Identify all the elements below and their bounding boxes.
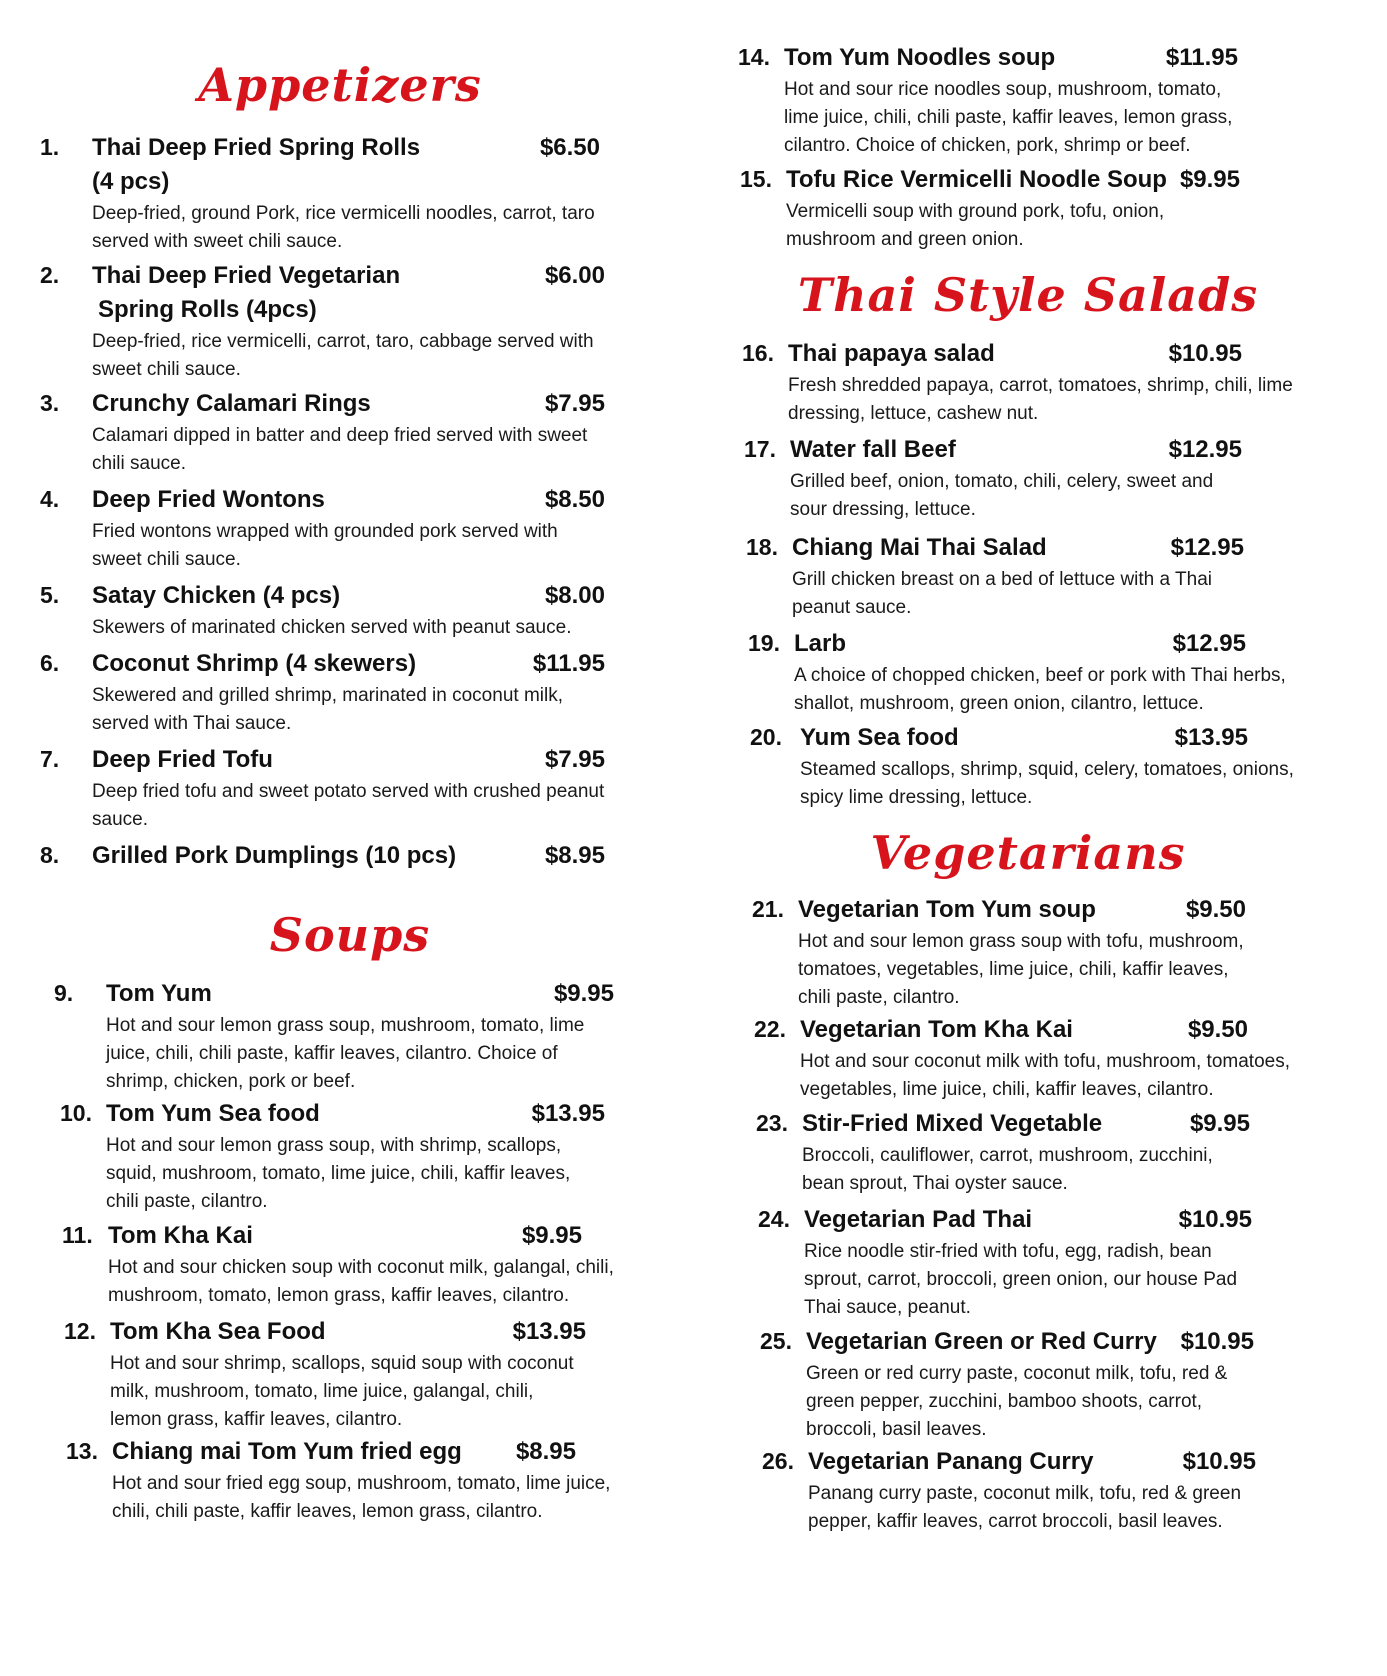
item-price: $7.95 [544,746,605,773]
item-number: 13. [66,1438,98,1464]
item-number: 21. [752,896,784,922]
item-number: 23. [756,1110,788,1136]
item-description: Fresh shredded papaya, carrot, tomatoes, shrimp, chili, lime dressing, lettuce, cashew nut. [788,375,1293,424]
menu-item-2 [40,262,605,384]
item-price: $9.50 [1185,896,1246,923]
item-price: $8.95 [544,842,605,869]
item-name: Chiang Mai Thai Salad [792,534,1047,561]
item-price: $12.95 [1170,534,1244,561]
item-description: Steamed scallops, shrimp, squid, celery, tomatoes, onions, spicy lime dressing, lettuce. [800,759,1294,808]
item-name: Grilled Pork Dumplings (10 pcs) [92,842,457,869]
item-number: 19. [748,630,780,656]
item-description: Green or red curry paste, coconut milk, tofu, red & green pepper, zucchini, bamboo shoots, carrot, broccoli, basil leaves. [806,1363,1228,1440]
item-price: $6.50 [539,134,600,161]
item-name: Tom Yum Noodles soup [784,44,1056,71]
menu-item-18 [746,534,1244,622]
item-number: 25. [760,1328,792,1354]
item-name: Chiang mai Tom Yum fried egg [112,1438,462,1465]
item-price: $9.95 [521,1222,582,1249]
item-number: 2. [40,262,60,288]
item-name: Crunchy Calamari Rings [92,390,371,417]
item-description: Vermicelli soup with ground pork, tofu, onion, mushroom and green onion. [786,201,1165,250]
item-price: $11.95 [532,650,605,677]
item-name: Deep Fried Wontons [92,486,325,513]
menu-item-6 [40,650,605,738]
item-name: Tofu Rice Vermicelli Noodle Soup [786,166,1167,193]
item-number: 10. [60,1100,92,1126]
item-name: Thai papaya salad [788,340,995,367]
item-description: Fried wontons wrapped with grounded pork served with sweet chili sauce. [92,521,558,570]
item-description: Skewers of marinated chicken served with peanut sauce. [92,617,572,638]
menu-item-16 [742,340,1293,428]
menu-item-25 [760,1328,1254,1444]
menu-item-8 [40,842,605,870]
item-name: Satay Chicken (4 pcs) [92,582,341,609]
item-price: $6.00 [544,262,605,289]
item-description: A choice of chopped chicken, beef or pork with Thai herbs, shallot, mushroom, green onion, cilantro, lettuce. [794,665,1286,714]
item-name: Tom Yum Sea food [106,1100,320,1127]
item-number: 15. [740,166,772,192]
item-price: $10.95 [1178,1206,1252,1233]
menu-item-17 [744,436,1242,524]
item-number: 20. [750,724,782,750]
menu-item-24 [758,1206,1252,1322]
item-price: $11.95 [1165,44,1238,71]
menu-item-26 [762,1448,1256,1536]
menu-item-19 [748,630,1286,718]
item-number: 12. [64,1318,96,1344]
item-description: Hot and sour rice noodles soup, mushroom, tomato, lime juice, chili, chili paste, kaffir leaves, lemon grass, cilantro. Choice of chicken, pork, shrimp or beef. [784,79,1233,156]
item-name: Vegetarian Green or Red Curry [806,1328,1157,1355]
item-number: 9. [54,980,74,1006]
item-price: $9.95 [553,980,614,1007]
item-number: 17. [744,436,776,462]
item-name: Vegetarian Panang Curry [808,1448,1094,1475]
item-name: Water fall Beef [790,436,956,463]
item-description: Hot and sour lemon grass soup with tofu, mushroom, tomatoes, vegetables, lime juice, chili, kaffir leaves, chili paste, cilantro. [798,931,1244,1008]
item-number: 4. [40,486,60,512]
menu-item-23 [756,1110,1250,1198]
menu-item-4 [40,486,605,574]
item-name: Vegetarian Tom Kha Kai [800,1016,1073,1043]
item-description: Rice noodle stir-fried with tofu, egg, radish, bean sprout, carrot, broccoli, green onion, our house Pad Thai sauce, peanut. [804,1241,1238,1318]
section-title-vegetarians: Vegetarians [870,826,1186,880]
item-price: $8.00 [544,582,605,609]
menu-item-22 [754,1016,1290,1104]
item-description: Deep-fried, ground Pork, rice vermicelli noodles, carrot, taro served with sweet chili sauce. [92,203,595,252]
section-title-soups: Soups [269,908,431,962]
item-price: $10.95 [1182,1448,1256,1475]
item-price: $13.95 [512,1318,586,1345]
item-description: Deep-fried, rice vermicelli, carrot, taro, cabbage served with sweet chili sauce. [92,331,594,380]
item-number: 7. [40,746,60,772]
item-number: 8. [40,842,60,868]
section-title-thai-style-salads: Thai Style Salads [797,268,1259,322]
menu-item-9 [54,980,614,1096]
item-name: Vegetarian Tom Yum soup [798,896,1096,923]
item-name: Tom Kha Kai [108,1222,253,1249]
item-description: Hot and sour lemon grass soup, with shrimp, scallops, squid, mushroom, tomato, lime juice, chili, kaffir leaves, chili paste, cilantro. [106,1135,571,1212]
item-description: Calamari dipped in batter and deep fried served with sweet chili sauce. [92,425,588,474]
item-description: Hot and sour fried egg soup, mushroom, tomato, lime juice, chili, chili paste, kaffir leaves, lemon grass, cilantro. [112,1473,611,1522]
menu-item-7 [40,746,605,834]
item-subtitle: Spring Rolls (4pcs) [98,296,317,323]
item-price: $12.95 [1172,630,1246,657]
menu-item-1 [40,134,600,256]
item-description: Grilled beef, onion, tomato, chili, celery, sweet and sour dressing, lettuce. [790,471,1214,520]
item-name: Deep Fried Tofu [92,746,273,773]
item-name: Tom Kha Sea Food [110,1318,326,1345]
item-name: Coconut Shrimp (4 skewers) [92,650,417,677]
item-number: 18. [746,534,778,560]
item-number: 24. [758,1206,790,1232]
menu-item-5 [40,582,605,642]
item-description: Hot and sour coconut milk with tofu, mushroom, tomatoes, vegetables, lime juice, chili, kaffir leaves, cilantro. [800,1051,1290,1100]
item-description: Deep fried tofu and sweet potato served with crushed peanut sauce. [92,781,605,830]
item-description: Hot and sour lemon grass soup, mushroom, tomato, lime juice, chili, chili paste, kaffir leaves, cilantro. Choice of shrimp, chicken, pork or beef. [106,1015,585,1092]
menu-item-11 [62,1222,614,1310]
menu-item-10 [60,1100,605,1216]
menu-item-15 [740,166,1240,254]
item-name: Larb [794,630,847,657]
item-number: 22. [754,1016,786,1042]
item-number: 1. [40,134,60,160]
item-number: 16. [742,340,774,366]
item-number: 26. [762,1448,794,1474]
section-title-appetizers: Appetizers [198,58,482,112]
item-description: Skewered and grilled shrimp, marinated in coconut milk, served with Thai sauce. [92,685,563,734]
item-price: $9.50 [1187,1016,1248,1043]
item-name: Thai Deep Fried Spring Rolls [92,134,421,161]
item-description: Panang curry paste, coconut milk, tofu, red & green pepper, kaffir leaves, carrot broccoli, basil leaves. [808,1483,1242,1532]
item-number: 5. [40,582,60,608]
item-description: Hot and sour chicken soup with coconut milk, galangal, chili, mushroom, tomato, lemon grass, kaffir leaves, cilantro. [108,1257,614,1306]
item-name: Yum Sea food [800,724,959,751]
item-name: Tom Yum [106,980,212,1007]
item-price: $7.95 [544,390,605,417]
item-price: $13.95 [1174,724,1248,751]
menu-item-21 [752,896,1246,1012]
item-number: 6. [40,650,60,676]
item-number: 11. [62,1222,93,1248]
item-subtitle: (4 pcs) [92,168,170,195]
item-name: Vegetarian Pad Thai [804,1206,1033,1233]
item-price: $8.50 [544,486,605,513]
menu-item-12 [64,1318,586,1434]
item-description: Hot and sour shrimp, scallops, squid soup with coconut milk, mushroom, tomato, lime juice, galangal, chili, lemon grass, kaffir leaves, cilantro. [110,1353,574,1430]
menu-item-3 [40,390,605,478]
menu-item-13 [66,1438,611,1526]
item-name: Stir-Fried Mixed Vegetable [802,1110,1103,1137]
item-name: Thai Deep Fried Vegetarian [92,262,401,289]
item-price: $12.95 [1168,436,1242,463]
item-price: $8.95 [515,1438,576,1465]
menu-item-20 [750,724,1294,812]
item-number: 3. [40,390,60,416]
item-price: $10.95 [1168,340,1242,367]
item-description: Grill chicken breast on a bed of lettuce with a Thai peanut sauce. [792,569,1212,618]
item-price: $10.95 [1180,1328,1254,1355]
item-description: Broccoli, cauliflower, carrot, mushroom, zucchini, bean sprout, Thai oyster sauce. [802,1145,1213,1194]
menu-item-14 [738,44,1238,160]
item-number: 14. [738,44,770,70]
item-price: $9.95 [1179,166,1240,193]
item-price: $13.95 [531,1100,605,1127]
item-price: $9.95 [1189,1110,1250,1137]
